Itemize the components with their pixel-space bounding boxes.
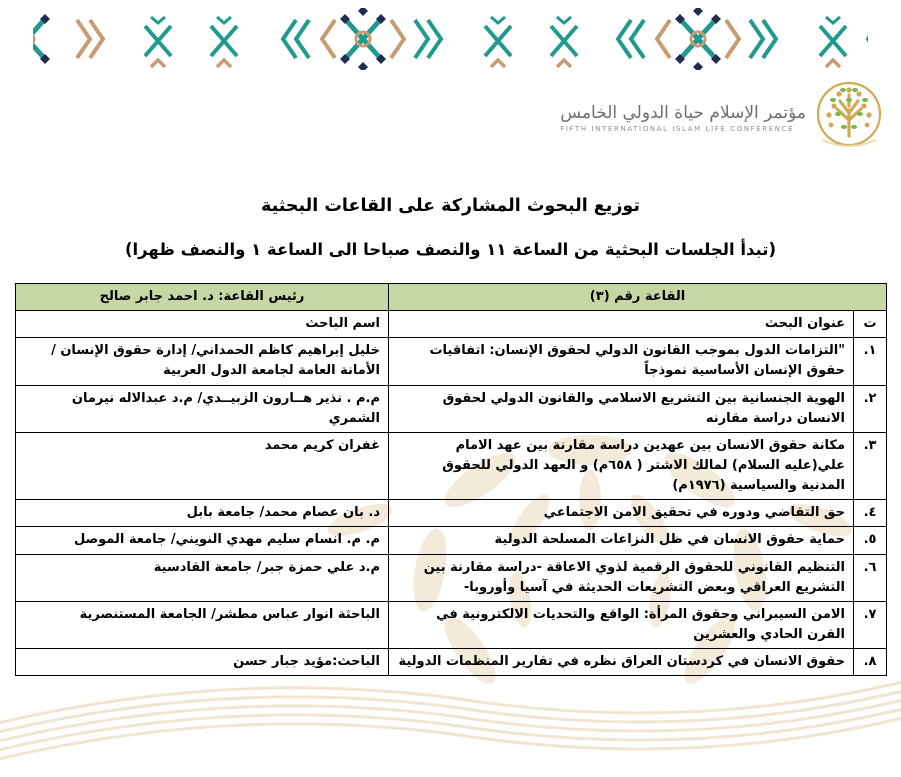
row-number-cell: ٤. (854, 500, 887, 527)
row-number-cell: ١. (854, 338, 887, 385)
hall-number-cell: القاعة رقم (٣) (389, 284, 887, 311)
paper-title-cell: "التزامات الدول بموجب القانون الدولي لحقوق الإنسان: اتفاقيات حقوق الإنسان الأساسية نموذجاً (389, 338, 854, 385)
table-row (16, 601, 887, 648)
researcher-cell: م. م. انسام سليم مهدي النويني/ جامعة الموصل (16, 527, 389, 554)
table-row (16, 385, 887, 432)
researcher-cell: م.د علي حمزة جبر/ جامعة القادسية (16, 554, 389, 601)
paper-title-cell: الهوية الجنسانية بين التشريع الاسلامي والقانون الدولي لحقوق الانسان دراسة مقارنه (389, 385, 854, 432)
researcher-cell: الباحث:مؤيد جبار حسن (16, 649, 389, 676)
tree-emblem-icon (813, 80, 885, 156)
row-number-cell: ٣. (854, 432, 887, 499)
logo-title-arabic: مؤتمر الإسلام حياة الدولي الخامس (560, 102, 806, 123)
table-row (16, 554, 887, 601)
researcher-cell: غفران كريم محمد (16, 432, 389, 499)
researcher-cell: د. بان عصام محمد/ جامعة بابل (16, 500, 389, 527)
paper-title-cell: التنظيم القانوني للحقوق الرقمية لذوي الاعاقة -دراسة مقارنة بين التشريع العراقي وبعض التشريعات الحديثة في آسيا وأوروبا- (389, 554, 854, 601)
paper-title-cell: الامن السيبراني وحقوق المرأة: الواقع والتحديات الالكترونية في القرن الحادي والعشرين (389, 601, 854, 648)
decorative-border (33, 8, 868, 70)
paper-title-cell: مكانة حقوق الانسان بين عهدين دراسة مقارنة بين عهد الامام علي(عليه السلام) لمالك الاشتر ( ٦٥٨م) و العهد الدولي للحقوق المدنية والسياسية (١٩٧٦م) (389, 432, 854, 499)
researcher-cell: خليل إبراهيم كاظم الحمداني/ إدارة حقوق الإنسان / الأمانة العامة لجامعة الدول العربية (16, 338, 389, 385)
logo-title-english: FIFTH INTERNATIONAL ISLAM LIFE CONFERENCE (560, 125, 795, 134)
column-header-no: ت (854, 311, 887, 338)
table-row (16, 432, 887, 499)
table-body (16, 338, 887, 676)
row-number-cell: ٨. (854, 649, 887, 676)
table-row (16, 338, 887, 385)
row-number-cell: ٢. (854, 385, 887, 432)
logo-text (560, 103, 806, 133)
column-header-title: عنوان البحث (389, 311, 854, 338)
row-number-cell: ٥. (854, 527, 887, 554)
hall-chair-cell: رئيس القاعة: د. احمد جابر صالح (16, 284, 389, 311)
row-number-cell: ٧. (854, 601, 887, 648)
paper-title-cell: حماية حقوق الانسان في ظل النزاعات المسلحة الدولية (389, 527, 854, 554)
papers-table (15, 283, 887, 676)
researcher-cell: الباحثة انوار عباس مطشر/ الجامعة المستنصرية (16, 601, 389, 648)
paper-title-cell: حق التقاضي ودوره في تحقيق الامن الاجتماعي (389, 500, 854, 527)
row-number-cell: ٦. (854, 554, 887, 601)
hall-header-row (16, 284, 887, 311)
column-header-researcher: اسم الباحث (16, 311, 389, 338)
table-row (16, 527, 887, 554)
researcher-cell: م.م . نذير هــارون الزبيــدي/ م.د عبدالاله نيرمان الشمري (16, 385, 389, 432)
paper-title-cell: حقوق الانسان في كردستان العراق نظره في تقارير المنظمات الدولية (389, 649, 854, 676)
table-row (16, 649, 887, 676)
table-row (16, 500, 887, 527)
conference-logo (560, 80, 885, 156)
page-title: توزيع البحوث المشاركة على القاعات البحثية (261, 196, 640, 216)
column-header-row (16, 311, 887, 338)
page-subtitle: (تبدأ الجلسات البحثية من الساعة ١١ والنصف صباحا الى الساعة ١ والنصف ظهرا) (124, 240, 777, 259)
